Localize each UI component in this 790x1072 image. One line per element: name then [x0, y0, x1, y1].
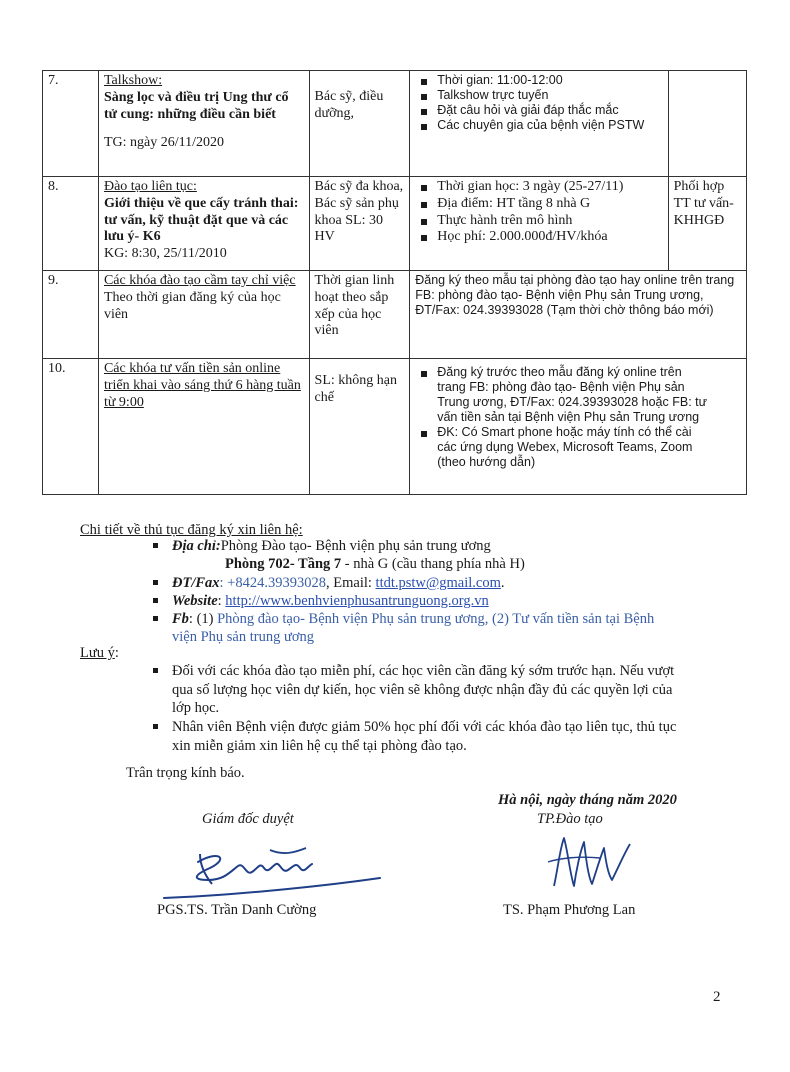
audience-cell: Thời gian linh hoạt theo sắp xếp của học viên — [309, 271, 410, 359]
course-description: Theo thời gian đăng ký của học viên — [103, 289, 281, 322]
course-date: KG: 8:30, 25/11/2010 — [103, 246, 227, 262]
detail-item: Talkshow trực tuyến — [415, 88, 662, 103]
table-row — [43, 271, 747, 359]
right-signer-name: TS. Phạm Phương Lan — [503, 902, 636, 918]
address-label: Địa chỉ: — [172, 538, 221, 554]
closing-text: Trân trọng kính báo. — [126, 765, 245, 781]
detail-item: Thời gian học: 3 ngày (25-27/11) — [415, 179, 662, 196]
audience-text: SL: không hạn chế — [314, 373, 397, 405]
right-signer-title: TP.Đào tạo — [537, 811, 603, 827]
address-line — [172, 537, 491, 555]
note-item-2-cont: xin miễn giảm xin liên hệ cụ thể tại phòng đào tạo. — [172, 738, 467, 754]
detail-item: Các chuyên gia của bệnh viện PSTW — [415, 118, 662, 133]
phone-label: ĐT/Fax — [172, 575, 220, 591]
table-row — [43, 177, 747, 271]
detail-item: Địa điểm: HT tầng 8 nhà G — [415, 196, 662, 213]
email-link[interactable]: ttdt.pstw@gmail.com — [375, 575, 501, 591]
row-number: 10. — [43, 359, 99, 495]
row-number: 9. — [43, 271, 99, 359]
audience-text: Bác sỹ, điều dưỡng, — [314, 89, 384, 121]
row-number: 7. — [43, 71, 99, 177]
detail-cell: Đăng ký theo mẫu tại phòng đào tạo hay online trên trang FB: phòng đào tạo- Bệnh viện Phụ sản Trung ương, ĐT/Fax: 024.39393028 (Tạm thời chờ thông báo mới) — [410, 271, 747, 359]
extra-cell: Phối hợp TT tư vấn-KHHGĐ — [668, 177, 746, 271]
detail-cell — [410, 71, 668, 177]
fb-label: Fb — [172, 611, 189, 627]
extra-cell — [668, 71, 746, 177]
fb-prefix: : (1) — [188, 611, 218, 627]
course-table — [42, 70, 747, 495]
note-item-2: Nhân viên Bệnh viện được giảm 50% học phí đối với các khóa đào tạo liên tục, thủ tục — [172, 719, 677, 735]
phone-line — [172, 574, 505, 592]
address-room: Phòng 702- Tầng 7 — [225, 556, 342, 572]
facebook-line — [172, 610, 712, 628]
course-title-cell — [98, 271, 309, 359]
note-item-1-cont: lớp học. — [172, 700, 220, 716]
detail-item: Thực hành trên mô hình — [415, 213, 662, 230]
website-line — [172, 592, 489, 610]
email-label: , Email: — [326, 575, 376, 591]
detail-cell — [410, 177, 668, 271]
right-signature — [540, 828, 650, 900]
website-link[interactable]: http://www.benhvienphusantrunguong.org.vn — [225, 593, 489, 609]
left-signer-title: Giám đốc duyệt — [202, 811, 294, 827]
course-category: Các khóa tư vấn tiền sản online triển khai vào sáng thứ 6 hàng tuần từ 9:00 — [103, 361, 301, 410]
course-category: Talkshow: — [103, 73, 163, 88]
phone-value: : +8424.39393028 — [219, 575, 326, 591]
table-row — [43, 359, 747, 495]
row-number: 8. — [43, 177, 99, 271]
note-item-1-cont: qua số lượng học viên dự kiến, học viên sẽ không được nhận đầy đủ các quyền lợi của — [172, 682, 673, 698]
contact-heading: Chi tiết về thủ tục đăng ký xin liên hệ: — [80, 522, 303, 538]
course-category: Đào tạo liên tục: — [103, 179, 197, 194]
detail-item: Đăng ký trước theo mẫu đăng ký online trên trang FB: phòng đào tạo- Bệnh viện Phụ sản Trung ương, ĐT/Fax: 024.39393028 hoặc FB: tư vấn tiền sản tại Bệnh viện Phụ sản Trung ương — [415, 365, 711, 425]
website-separator: : — [217, 593, 226, 609]
left-signature — [160, 840, 385, 910]
course-title-cell — [98, 359, 309, 495]
note-heading-text: Lưu ý — [80, 645, 115, 661]
course-title-cell — [98, 71, 309, 177]
detail-item: Đặt câu hỏi và giải đáp thắc mắc — [415, 103, 662, 118]
audience-cell — [309, 71, 410, 177]
course-title-cell — [98, 177, 309, 271]
note-heading — [80, 644, 119, 662]
detail-item: Thời gian: 11:00-12:00 — [415, 73, 662, 88]
course-date: TG: ngày 26/11/2020 — [103, 135, 224, 151]
fb-pages[interactable]: Phòng đào tạo- Bệnh viện Phụ sản trung ương, (2) Tư vấn tiền sản tại Bệnh — [217, 611, 655, 627]
detail-item: Học phí: 2.000.000đ/HV/khóa — [415, 229, 662, 246]
address-room-line — [225, 555, 525, 573]
page-number: 2 — [713, 989, 721, 1005]
note-item-1: Đối với các khóa đào tạo miễn phí, các học viên cần đăng ký sớm trước hạn. Nếu vượt — [172, 663, 675, 679]
fb-pages-cont[interactable]: viện Phụ sản trung ương — [172, 629, 314, 645]
left-signer-name: PGS.TS. Trần Danh Cường — [157, 902, 317, 918]
address-rest: - nhà G (cầu thang phía nhà H) — [341, 556, 525, 572]
detail-cell — [410, 359, 747, 495]
website-label: Website — [172, 593, 218, 609]
date-line: Hà nội, ngày tháng năm 2020 — [498, 792, 677, 808]
address-value: Phòng Đào tạo- Bệnh viện phụ sản trung ương — [220, 538, 491, 554]
course-title: Giới thiệu về que cấy tránh thai: tư vấn, kỹ thuật đặt que và các lưu ý- K6 — [103, 195, 299, 245]
audience-cell — [309, 359, 410, 495]
detail-item: ĐK: Có Smart phone hoặc máy tính có thể cài các ứng dụng Webex, Microsoft Teams, Zoom (theo hướng dẫn) — [415, 425, 711, 470]
audience-cell: Bác sỹ đa khoa, Bác sỹ sản phụ khoa SL: 30 HV — [309, 177, 410, 271]
email-end: . — [500, 575, 505, 591]
course-category: Các khóa đào tạo cầm tay chỉ việc — [103, 273, 296, 288]
course-title: Sàng lọc và điều trị Ung thư cổ tử cung: những điều cần biết — [103, 89, 289, 122]
table-row — [43, 71, 747, 177]
note-heading-colon: : — [114, 645, 119, 661]
